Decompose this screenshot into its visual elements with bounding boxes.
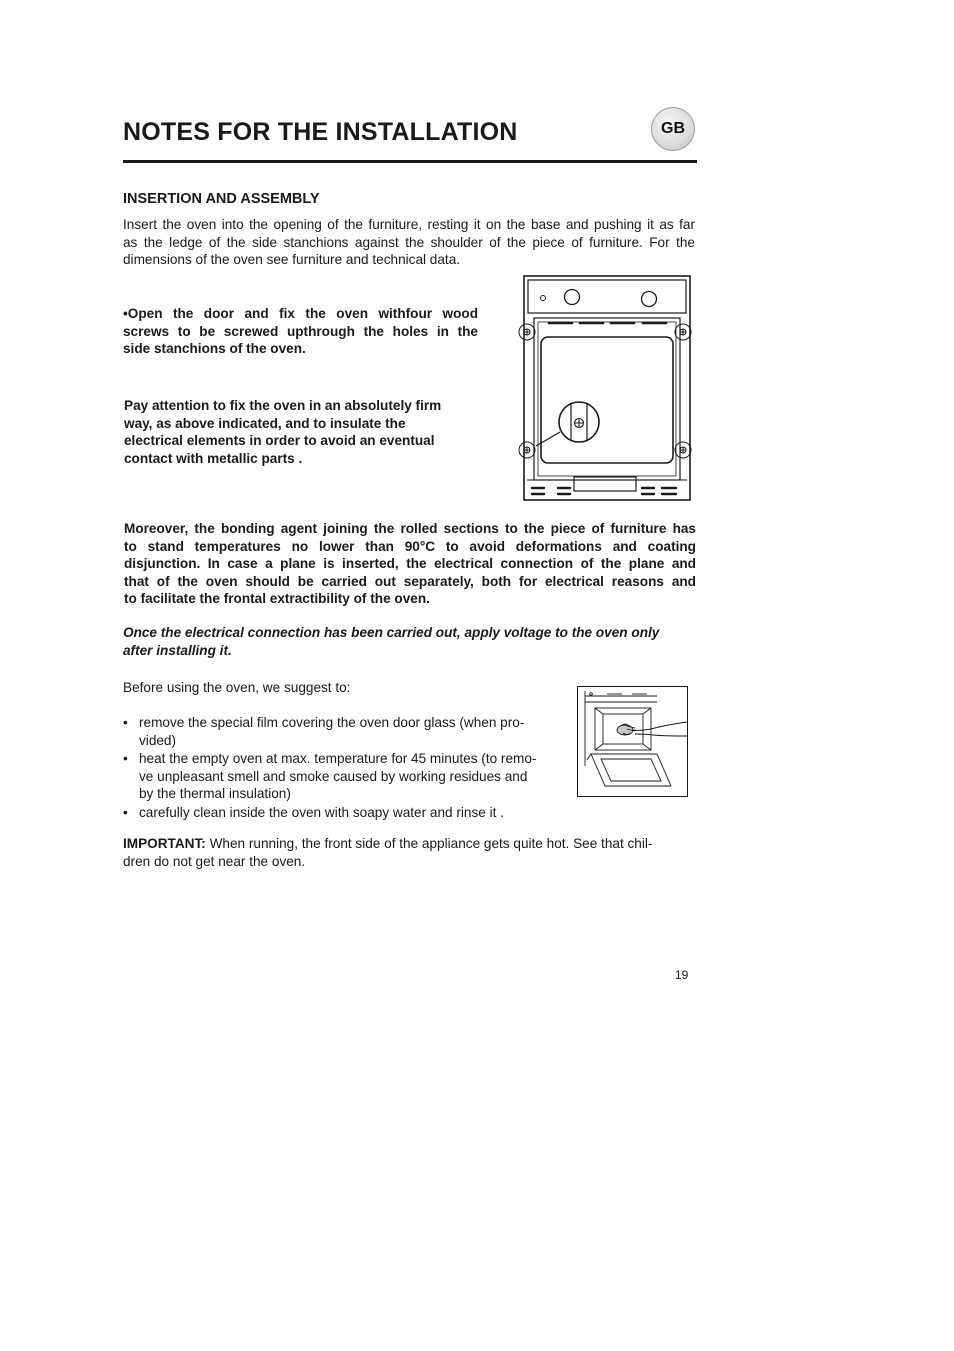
language-badge: GB <box>651 107 695 151</box>
list-item <box>123 804 559 822</box>
firm-note-line: Pay attention to fix the oven in an absolutely firm <box>124 398 442 413</box>
bonding-note-line: to facilitate the frontal extractibility of the oven. <box>124 591 430 606</box>
intro-line: Insert the oven into the opening of the furniture, resting it on the base and pushing it as far <box>123 217 695 232</box>
fix-note-line: screws to be screwed upthrough the holes in the <box>123 323 478 339</box>
before-using-intro: Before using the oven, we suggest to: <box>123 680 351 695</box>
page-title: NOTES FOR THE INSTALLATION <box>123 118 518 146</box>
list-item <box>123 750 559 803</box>
firm-note-line: electrical elements in order to avoid an eventual <box>124 433 435 448</box>
firm-fixing-note <box>124 397 469 467</box>
voltage-note-line: after installing it. <box>123 642 232 658</box>
list-item-line: • carefully clean inside the oven with soapy water and rinse it . <box>139 804 504 820</box>
suggestions-list <box>123 714 559 822</box>
important-text-line: dren do not get near the oven. <box>123 853 306 869</box>
voltage-note-line: Once the electrical connection has been carried out, apply voltage to the oven only <box>123 625 660 640</box>
section-heading: INSERTION AND ASSEMBLY <box>123 191 320 207</box>
important-label: IMPORTANT: <box>123 836 206 851</box>
fix-note-line: side stanchions of the oven. <box>123 341 306 356</box>
list-item-line: • heat the empty oven at max. temperature for 45 minutes (to remo- <box>139 751 537 766</box>
oven-diagram-icon <box>496 274 696 502</box>
bonding-note-line: to stand temperatures no lower than 90°C to avoid deformations and coating <box>124 538 696 554</box>
fix-screws-note <box>123 305 478 358</box>
firm-note-line: way, as above indicated, and to insulate the <box>124 415 406 431</box>
bonding-note-line: disjunction. In case a plane is inserted, the electrical connection of the plane and <box>124 556 696 571</box>
list-item-line: • remove the special film covering the oven door glass (when pro- <box>139 715 525 730</box>
intro-line: as the ledge of the side stanchions against the shoulder of the piece of furniture. For the <box>123 234 695 250</box>
bonding-agent-note <box>124 520 696 608</box>
fix-note-line: •Open the door and fix the oven withfour wood <box>123 306 478 321</box>
intro-line: dimensions of the oven see furniture and technical data. <box>123 252 461 267</box>
cleaning-illustration-icon <box>577 686 688 797</box>
firm-note-line: contact with metallic parts . <box>124 450 303 466</box>
important-text-line: When running, the front side of the appliance gets quite hot. See that chil- <box>205 836 653 851</box>
important-note <box>123 835 695 870</box>
page-number: 19 <box>675 968 689 982</box>
title-divider <box>123 160 697 163</box>
list-item-line: by the thermal insulation) <box>139 786 291 801</box>
bonding-note-line: that of the oven should be carried out separately, both for electrical reasons and <box>124 573 696 589</box>
list-item <box>123 714 559 749</box>
list-item-line: vided) <box>139 732 177 748</box>
bonding-note-line: Moreover, the bonding agent joining the rolled sections to the piece of furniture has <box>124 521 696 536</box>
voltage-warning-note <box>123 624 695 659</box>
intro-paragraph <box>123 216 695 269</box>
list-item-line: ve unpleasant smell and smoke caused by working residues and <box>139 768 528 784</box>
